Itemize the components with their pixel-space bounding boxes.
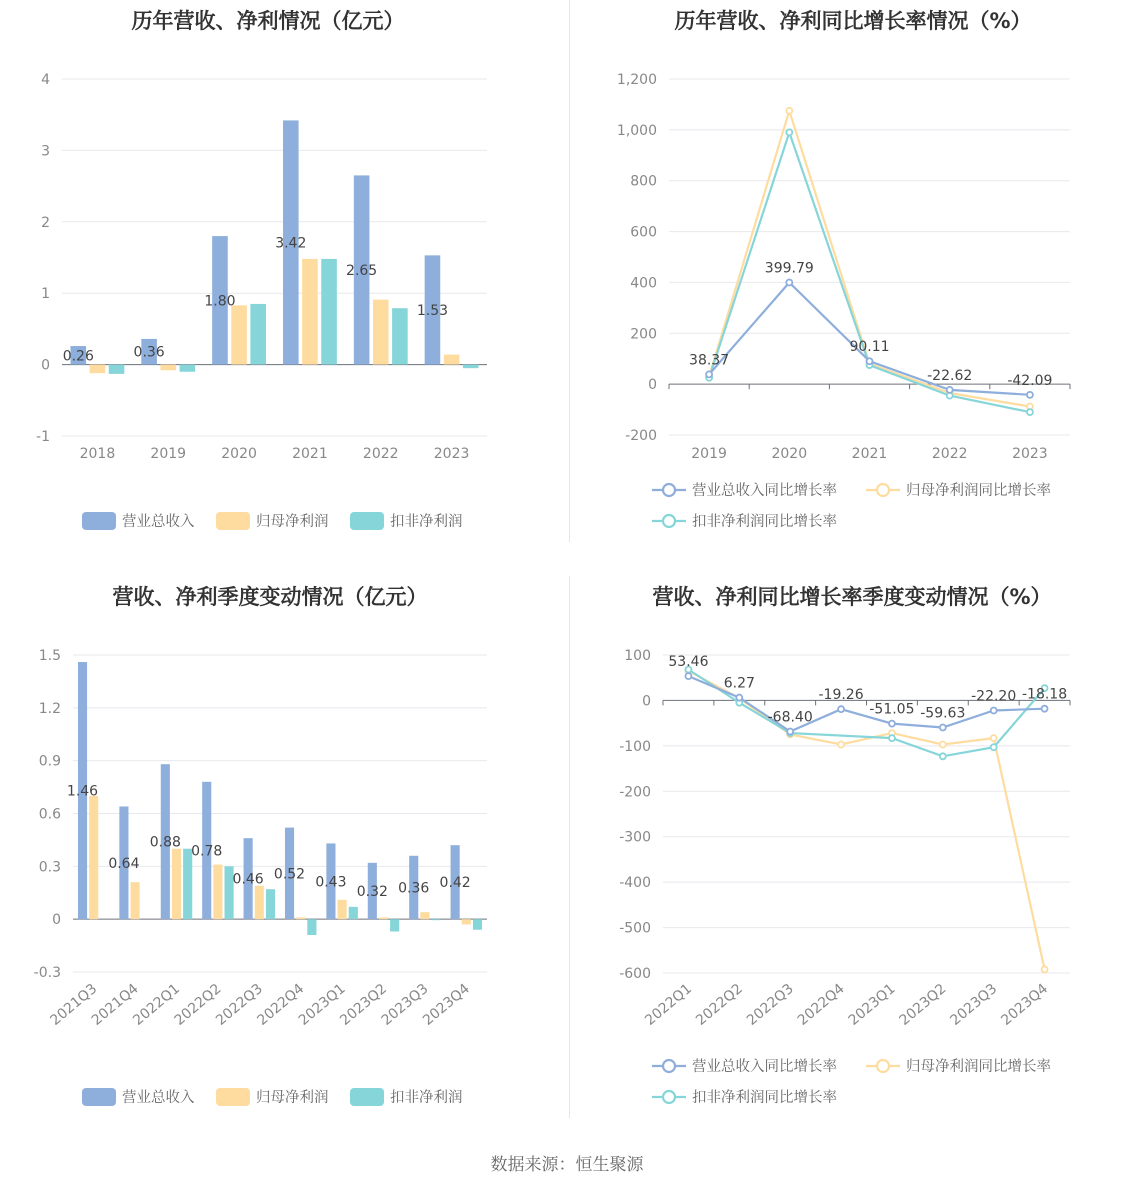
data-label: -22.62 (927, 367, 973, 384)
annual-values-chart (0, 0, 567, 576)
data-label: 0.36 (133, 344, 165, 361)
data-label: 6.27 (723, 675, 755, 692)
data-label: 0.32 (356, 883, 388, 900)
legend-marker-2 (877, 484, 889, 496)
x-tick-label: 2022 (362, 446, 399, 462)
data-label: 0.88 (149, 834, 181, 851)
x-tick-label: 2022Q2 (171, 980, 225, 1029)
point-1-2020 (786, 279, 792, 285)
data-label: -68.40 (767, 709, 813, 726)
legend-label-2: 归母净利润同比增长率 (906, 483, 1051, 499)
y-tick-label: 0 (642, 693, 651, 710)
y-tick-label: 1.5 (38, 648, 61, 664)
x-tick-label: 2019 (691, 446, 727, 462)
data-label: 0.52 (273, 866, 306, 883)
data-label: 1.80 (204, 293, 236, 310)
data-label: 53.46 (668, 654, 709, 671)
y-tick-label: 1.2 (38, 700, 61, 717)
point-1-2022Q1 (685, 673, 691, 679)
legend-label-1: 营业总收入 (122, 514, 195, 530)
legend-swatch-3 (350, 512, 384, 530)
bar-3-2022Q3 (266, 889, 275, 919)
y-tick-label: -400 (619, 875, 651, 892)
chart-title: 历年营收、净利情况（亿元） (131, 9, 405, 33)
bar-2-2023Q3 (420, 912, 429, 919)
bar-2-2020 (231, 305, 247, 364)
y-tick-label: -600 (619, 966, 651, 982)
data-label: 399.79 (764, 260, 814, 277)
y-tick-label: 2 (41, 214, 50, 231)
x-tick-label: 2022Q4 (254, 980, 308, 1029)
legend-marker-1 (663, 484, 675, 496)
point-3-2023Q1 (889, 735, 895, 741)
y-tick-label: -300 (619, 829, 651, 846)
y-tick-label: 200 (630, 326, 657, 343)
y-tick-label: 600 (630, 224, 657, 241)
y-tick-label: 0.6 (38, 806, 61, 823)
panel-divider-bottom (569, 576, 570, 1118)
point-1-2023Q2 (940, 725, 946, 731)
bar-2-2023Q1 (338, 900, 347, 919)
data-label: -19.26 (818, 687, 864, 704)
y-tick-label: -500 (619, 920, 651, 937)
data-label: -42.09 (1007, 372, 1053, 389)
bar-3-2023Q4 (473, 919, 482, 930)
y-tick-label: -0.3 (33, 965, 61, 981)
point-1-2022Q3 (787, 729, 793, 735)
bar-2-2022 (373, 300, 389, 365)
data-source: 数据来源：恒生聚源 (490, 1155, 644, 1175)
x-tick-label: 2022Q3 (213, 980, 266, 1029)
bar-3-2022Q4 (307, 919, 316, 935)
x-tick-label: 2023Q3 (947, 980, 1001, 1029)
y-tick-label: 3 (41, 143, 50, 160)
x-tick-label: 2022 (931, 446, 968, 462)
x-tick-label: 2022Q4 (794, 980, 848, 1029)
y-tick-label: 0 (648, 377, 657, 394)
legend-swatch-1 (82, 1088, 116, 1106)
legend-marker-3 (663, 1091, 675, 1103)
annual-values-svg (0, 0, 567, 576)
x-tick-label: 2018 (79, 446, 116, 462)
bar-2-2022Q4 (296, 917, 305, 919)
data-label: 1.53 (416, 302, 449, 319)
legend-label-1: 营业总收入 (122, 1090, 195, 1106)
data-label: 0.42 (439, 875, 471, 892)
point-2-2020 (786, 108, 792, 114)
data-label: -22.20 (971, 688, 1017, 705)
legend-label-3: 扣非净利润同比增长率 (692, 1090, 837, 1106)
point-1-2023Q3 (991, 708, 997, 714)
bar-2-2021 (302, 259, 318, 365)
series-line-3 (709, 132, 1030, 412)
y-tick-label: 4 (41, 72, 50, 88)
bar-3-2020 (250, 304, 266, 365)
bar-3-2018 (109, 365, 125, 374)
quarterly-growth-chart (567, 576, 1134, 1152)
x-tick-label: 2023Q1 (295, 980, 349, 1029)
y-tick-label: -200 (625, 428, 657, 444)
quarterly-values-chart (0, 576, 567, 1152)
x-tick-label: 2023 (1012, 446, 1048, 462)
y-tick-label: 1 (41, 286, 50, 303)
y-tick-label: 0.9 (38, 753, 61, 770)
point-2-2023Q3 (991, 735, 997, 741)
x-tick-label: 2021Q3 (47, 980, 101, 1029)
data-label: 0.26 (62, 348, 94, 365)
legend-swatch-2 (216, 1088, 250, 1106)
bar-2-2018 (90, 365, 106, 374)
x-tick-label: 2021 (292, 446, 328, 462)
y-tick-label: -100 (619, 738, 651, 755)
data-label: 0.46 (232, 871, 264, 888)
x-tick-label: 2023Q2 (896, 980, 950, 1029)
chart-title: 营收、净利同比增长率季度变动情况（%） (652, 585, 1052, 609)
data-label: -51.05 (869, 701, 915, 718)
x-tick-label: 2023Q3 (378, 980, 432, 1029)
x-tick-label: 2022Q1 (130, 980, 184, 1029)
point-2-2023Q4 (1042, 966, 1048, 972)
point-1-2023Q4 (1042, 706, 1048, 712)
annual-growth-chart (567, 0, 1134, 576)
legend-label-3: 扣非净利润同比增长率 (692, 514, 837, 530)
legend-marker-1 (663, 1060, 675, 1072)
x-tick-label: 2020 (771, 446, 808, 462)
chart-title: 营收、净利季度变动情况（亿元） (112, 585, 428, 609)
x-tick-label: 2021 (851, 446, 888, 462)
bar-3-2023 (463, 365, 479, 369)
y-tick-label: 400 (630, 275, 657, 292)
point-1-2022 (947, 387, 953, 393)
legend-swatch-3 (350, 1088, 384, 1106)
data-label: 0.78 (191, 843, 223, 860)
x-tick-label: 2023Q2 (337, 980, 391, 1029)
data-label: -18.18 (1021, 686, 1068, 703)
y-tick-label: 0 (52, 912, 61, 929)
bar-2-2023 (444, 355, 460, 365)
bar-3-2021 (321, 259, 337, 365)
bar-3-2023Q2 (390, 919, 399, 931)
x-tick-label: 2022Q3 (743, 980, 797, 1029)
x-tick-label: 2023Q1 (845, 980, 899, 1029)
bar-2-2022Q1 (172, 849, 181, 919)
point-2-2022Q4 (838, 741, 844, 747)
legend-label-3: 扣非净利润 (390, 1090, 463, 1106)
legend-label-2: 归母净利润 (256, 1090, 329, 1106)
bar-3-2019 (180, 365, 196, 372)
panel-divider-top (569, 0, 570, 542)
point-1-2021 (867, 358, 873, 364)
point-1-2019 (706, 371, 712, 377)
data-label: 0.36 (398, 880, 430, 897)
legend-label-1: 营业总收入同比增长率 (692, 483, 837, 499)
data-label: 1.46 (66, 783, 99, 800)
data-label: 90.11 (849, 339, 890, 356)
x-tick-label: 2023Q4 (420, 980, 473, 1029)
legend-label-2: 归母净利润 (256, 514, 329, 530)
x-tick-label: 2022Q2 (693, 980, 746, 1029)
data-label: -59.63 (920, 705, 966, 722)
x-tick-label: 2023Q4 (998, 980, 1052, 1029)
data-label: 0.43 (315, 874, 347, 891)
bar-2-2022Q2 (213, 865, 222, 920)
bar-2-2021Q3 (89, 796, 98, 919)
point-2-2023Q2 (940, 741, 946, 747)
data-label: 3.42 (275, 235, 307, 252)
point-1-2023 (1027, 392, 1033, 398)
legend-marker-2 (877, 1060, 889, 1072)
point-3-2020 (786, 129, 792, 135)
bar-2-2023Q2 (379, 917, 388, 919)
y-tick-label: 1,000 (616, 122, 657, 139)
quarterly-values-svg (0, 576, 567, 1152)
point-1-2022Q4 (838, 706, 844, 712)
x-tick-label: 2020 (221, 446, 257, 462)
bar-2-2021Q4 (131, 882, 140, 919)
bar-3-2022 (392, 308, 408, 364)
y-tick-label: 100 (624, 648, 651, 664)
y-tick-label: 0 (41, 357, 50, 374)
point-3-2023Q2 (940, 753, 946, 759)
x-tick-label: 2019 (150, 446, 187, 462)
point-3-2023 (1027, 409, 1033, 415)
data-label: 2.65 (346, 262, 378, 279)
bar-3-2023Q1 (349, 907, 358, 919)
y-tick-label: 0.3 (38, 859, 61, 876)
legend-marker-3 (663, 515, 675, 527)
y-tick-label: -200 (619, 784, 651, 801)
bar-2-2022Q3 (255, 886, 264, 919)
point-1-2023Q1 (889, 721, 895, 727)
data-label: 38.37 (689, 352, 730, 369)
y-tick-label: -1 (36, 429, 50, 445)
data-label: 0.64 (108, 855, 140, 872)
quarterly-growth-svg (567, 576, 1134, 1152)
x-tick-label: 2021Q4 (88, 980, 142, 1029)
point-1-2022Q2 (736, 695, 742, 701)
bar-3-2023Q3 (432, 919, 441, 920)
legend-label-3: 扣非净利润 (390, 514, 463, 530)
legend-label-1: 营业总收入同比增长率 (692, 1059, 837, 1075)
x-tick-label: 2023 (433, 446, 470, 462)
legend-swatch-2 (216, 512, 250, 530)
annual-growth-svg (567, 0, 1134, 576)
chart-title: 历年营收、净利同比增长率情况（%） (674, 9, 1032, 33)
y-tick-label: 1,200 (616, 72, 657, 88)
legend-swatch-1 (82, 512, 116, 530)
bar-2-2023Q4 (462, 919, 471, 924)
bar-2-2019 (160, 365, 176, 371)
x-tick-label: 2022Q1 (642, 980, 696, 1029)
legend-label-2: 归母净利润同比增长率 (906, 1059, 1051, 1075)
point-3-2023Q3 (991, 744, 997, 750)
y-tick-label: 800 (630, 173, 657, 190)
